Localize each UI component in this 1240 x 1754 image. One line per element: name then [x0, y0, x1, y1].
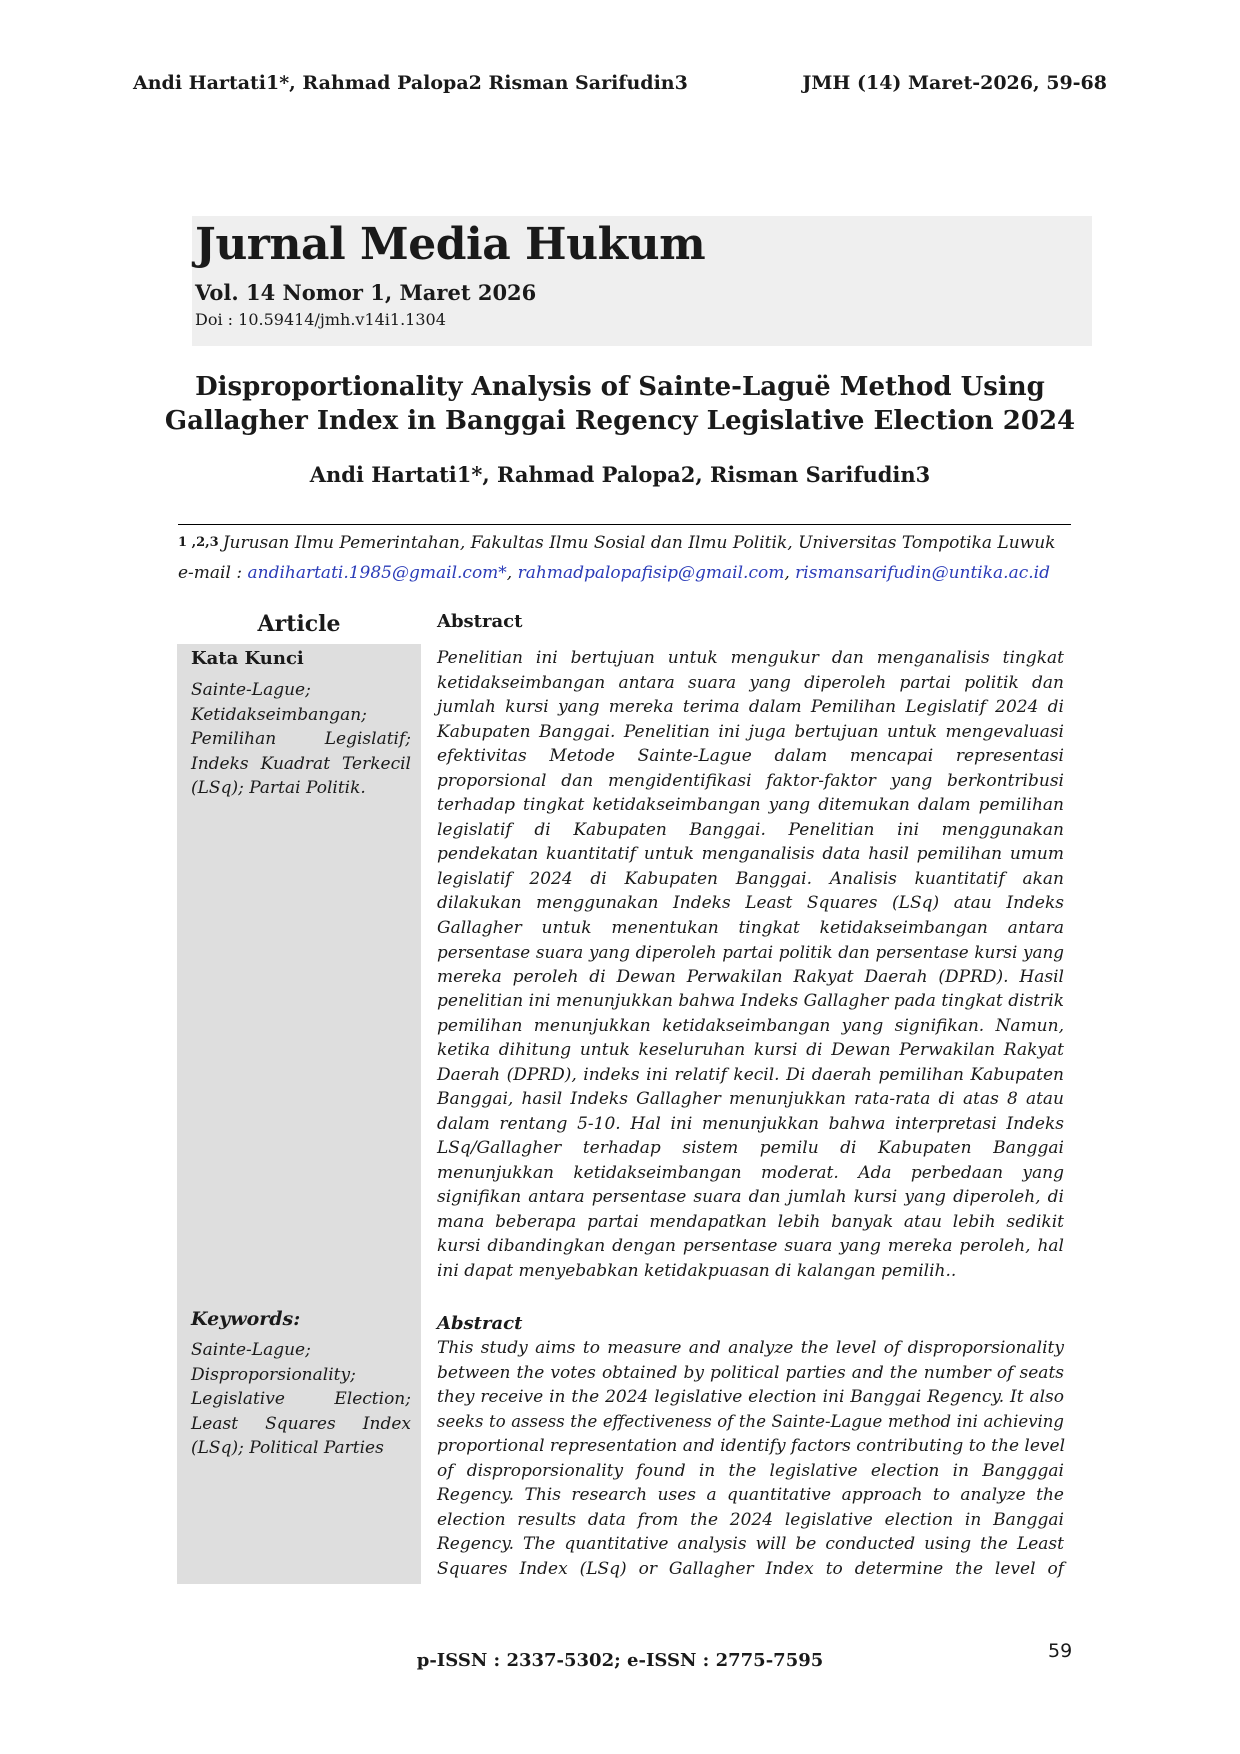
abstrak-line: Banggai, hasil Indeks Gallagher menunjukkan rata-rata di atas 8 atau [437, 1089, 1064, 1109]
email-link-1[interactable]: andihartati.1985@gmail.com* [247, 563, 507, 583]
kata-kunci-list [191, 678, 411, 801]
abstract-en-line: they receive in the 2024 legislative election ini Banggai Regency. It also [437, 1387, 1064, 1407]
abstrak-line: Kabupaten Banggai. Penelitian ini juga bertujuan untuk mengevaluasi [437, 721, 1064, 742]
kata-kunci-heading: Kata Kunci [191, 648, 304, 669]
abstrak-line: ketika dihitung untuk keseluruhan kursi di Dewan Perwakilan Rakyat [437, 1040, 1064, 1060]
abstract-en-line: Regency. The quantitative analysis will be conducted using the Least [437, 1534, 1064, 1554]
abstrak-line: pemilihan menunjukkan ketidakseimbangan yang signifikan. Namun, [437, 1015, 1064, 1036]
keyword-line: Legislative Election; [191, 1389, 411, 1409]
abstract-en-line: Regency. This research uses a quantitative approach to analyze the [437, 1485, 1064, 1505]
running-header [133, 72, 1107, 100]
author-list: Andi Hartati1*, Rahmad Palopa2, Risman Sarifudin3 [309, 462, 931, 487]
abstrak-line: dalam rentang 5-10. Hal ini menunjukkan bahwa interpretasi Indeks [437, 1113, 1064, 1134]
footer-issn: p-ISSN : 2337-5302; e-ISSN : 2775-7595 [416, 1650, 824, 1671]
abstrak-indonesian [437, 646, 1064, 1283]
abstrak-line: mereka peroleh di Dewan Perwakilan Rakyat Daerah (DPRD). Hasil [437, 966, 1064, 987]
abstrak-line: Gallagher untuk menentukan tingkat ketidakseimbangan antara [437, 917, 1064, 938]
affiliation-text: Jurusan Ilmu Pemerintahan, Fakultas Ilmu Sosial dan Ilmu Politik, Universitas Tompotika Luwuk [222, 533, 1056, 553]
affiliation-block [178, 528, 1098, 588]
abstract-en-line: between the votes obtained by political parties and the number of seats [437, 1362, 1064, 1383]
abstrak-line: Daerah (DPRD), indeks ini relatif kecil. Di daerah pemilihan Kabupaten [437, 1064, 1064, 1085]
affiliation-divider [178, 524, 1071, 525]
running-header-journal-ref: JMH (14) Maret-2026, 59-68 [802, 72, 1107, 94]
abstrak-line: Penelitian ini bertujuan untuk mengukur dan menganalisis tingkat [437, 648, 1064, 668]
abstrak-line: penelitian ini menunjukkan bahwa Indeks Gallagher pada tingkat distrik [437, 991, 1064, 1011]
abstrak-line: pendekatan kuantitatif untuk menganalisis data hasil pemilihan umum [437, 844, 1064, 864]
abstrak-line: signifikan antara persentase suara dan jumlah kursi yang diperoleh, di [437, 1187, 1064, 1207]
keyword-line: Disproporsionality; [191, 1364, 356, 1385]
volume-info: Vol. 14 Nomor 1, Maret 2026 [195, 280, 537, 305]
abstrak-line: terhadap tingkat ketidakseimbangan yang ditemukan dalam pemilihan [437, 795, 1064, 815]
abstract-en-line: seeks to assess the effectiveness of the Sainte-Lague method ini achieving [437, 1411, 1064, 1431]
abstrak-line: persentase suara yang diperoleh partai politik dan persentase kursi yang [437, 942, 1064, 962]
abstract-en-line: This study aims to measure and analyze the level of disproporsionality [437, 1338, 1064, 1358]
keyword-line: (LSq); Political Parties [191, 1438, 384, 1458]
abstrak-line: LSq/Gallagher terhadap sistem pemilu di Kabupaten Banggai [437, 1138, 1064, 1158]
abstract-en-line: election results data from the 2024 legislative election in Banggai [437, 1509, 1064, 1530]
abstrak-line: menunjukkan ketidakseimbangan moderat. Ada perbedaan yang [437, 1162, 1064, 1183]
abstrak-line: efektivitas Metode Sainte-Lague dalam mencapai representasi [437, 746, 1064, 766]
abstrak-line: kursi dibandingkan dengan persentase suara yang mereka peroleh, hal [437, 1236, 1064, 1256]
keyword-line: Sainte-Lague; [191, 1340, 311, 1360]
journal-masthead [192, 216, 1092, 346]
email-line: e-mail : andihartati.1985@gmail.com*, rahmadpalopafisip@gmail.com, rismansarifudin@untika.ac.id [178, 563, 1050, 583]
abstrak-line: legislatif di Kabupaten Banggai. Penelitian ini menggunakan [437, 819, 1064, 840]
abstrak-line: ketidakseimbangan antara suara yang diperoleh partai politik dan [437, 672, 1064, 693]
abstract-en-heading: Abstract [437, 1313, 523, 1334]
kata-kunci-line: Indeks Kuadrat Terkecil [191, 753, 411, 774]
kata-kunci-line: (LSq); Partai Politik. [191, 778, 366, 798]
article-label: Article [257, 611, 341, 637]
abstrak-line: ini dapat menyebabkan ketidakpuasan di kalangan pemilih.. [437, 1260, 957, 1281]
email-link-2[interactable]: rahmadpalopafisip@gmail.com [517, 563, 785, 583]
abstrak-line: dilakukan menggunakan Indeks Least Squares (LSq) atau Indeks [437, 893, 1064, 913]
affiliation-superscript: 1 ,2,3 [178, 535, 219, 550]
kata-kunci-line: Sainte-Lague; [191, 680, 311, 700]
abstrak-line: jumlah kursi yang mereka terima dalam Pemilihan Legislatif 2024 di [437, 697, 1064, 717]
journal-name: Jurnal Media Hukum [195, 219, 706, 270]
abstract-en-line: proportional representation and identify factors contributing to the level [437, 1436, 1066, 1456]
abstrak-line: proporsional dan mengidentifikasi faktor-faktor yang berkontribusi [437, 770, 1064, 791]
abstract-en-line: Squares Index (LSq) or Gallagher Index to determine the level of [437, 1558, 1064, 1579]
abstract-label: Abstract [437, 611, 523, 632]
running-header-authors: Andi Hartati1*, Rahmad Palopa2 Risman Sarifudin3 [133, 72, 688, 94]
paper-title-line-1: Disproportionality Analysis of Sainte-Laguë Method Using [195, 372, 1045, 402]
paper-title-line-2: Gallagher Index in Banggai Regency Legislative Election 2024 [164, 406, 1076, 436]
abstract-english [437, 1336, 1064, 1581]
abstrak-line: mana beberapa partai mendapatkan lebih banyak atau lebih sedikit [437, 1211, 1064, 1232]
keywords-heading: Keywords: [191, 1308, 301, 1330]
affiliation-line [178, 528, 1098, 558]
email-link-3[interactable]: rismansarifudin@untika.ac.id [795, 563, 1050, 583]
abstract-en-line: of disproporsionality found in the legislative election in Bangggai [437, 1460, 1064, 1481]
abstrak-line: legislatif 2024 di Kabupaten Banggai. Analisis kuantitatif akan [437, 868, 1064, 889]
email-label: e-mail : [178, 563, 248, 583]
keyword-line: Least Squares Index [191, 1413, 411, 1434]
page-number: 59 [1048, 1640, 1073, 1662]
paper-title [150, 370, 1090, 438]
kata-kunci-line: Ketidakseimbangan; [191, 704, 367, 725]
doi: Doi : 10.59414/jmh.v14i1.1304 [195, 310, 446, 329]
keywords-list [191, 1338, 411, 1461]
kata-kunci-line: Pemilihan Legislatif; [191, 729, 411, 749]
